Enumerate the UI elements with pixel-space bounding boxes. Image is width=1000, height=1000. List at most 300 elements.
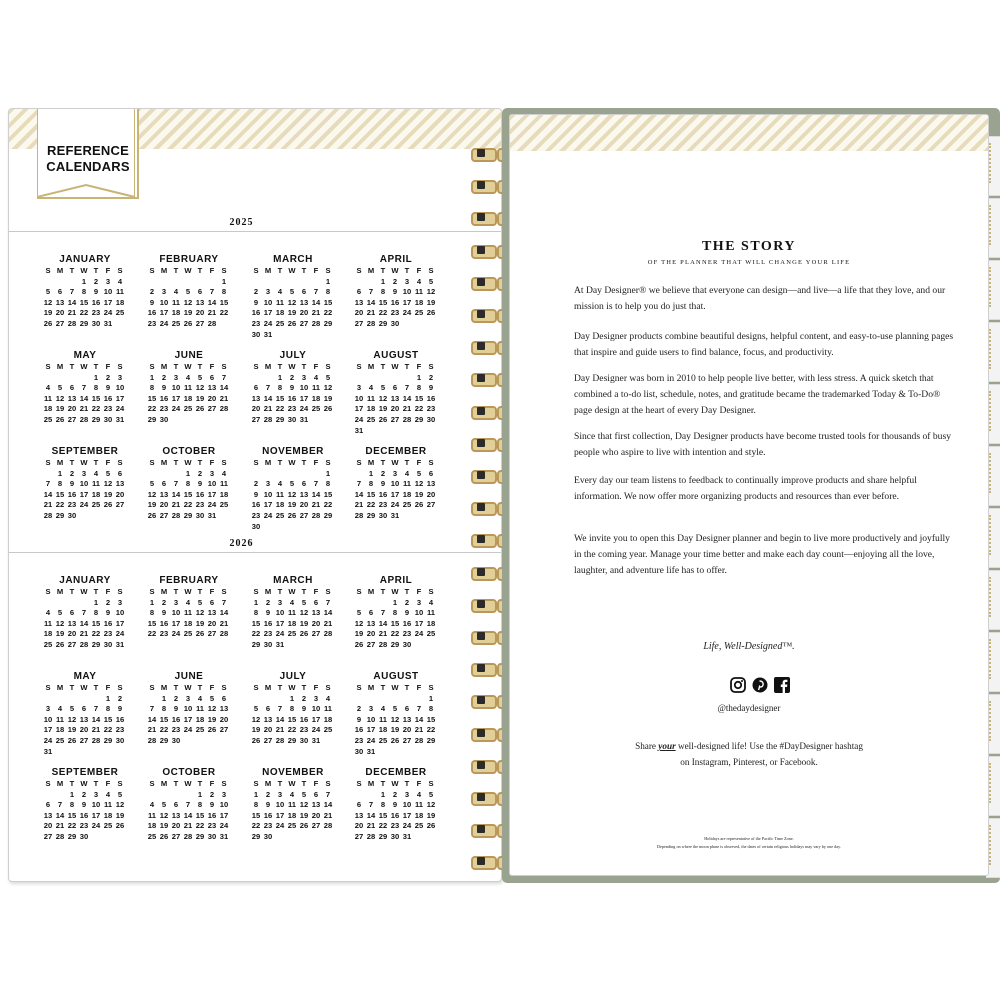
- day-number: 13: [171, 810, 181, 820]
- weekday-header: S: [428, 362, 434, 371]
- month-name: MAY: [73, 350, 97, 361]
- day-number: 11: [275, 489, 285, 499]
- day-number: 11: [43, 618, 53, 628]
- day-number: 23: [426, 404, 436, 414]
- weekday-header: M: [367, 779, 375, 788]
- day-number: 3: [161, 287, 167, 297]
- day-number: 7: [313, 479, 319, 489]
- day-number: 12: [251, 714, 261, 724]
- empty-day: [262, 373, 274, 384]
- day-number: 4: [277, 287, 283, 297]
- empty-day: [365, 373, 377, 384]
- weekday-header: S: [149, 266, 155, 275]
- day-number: 14: [323, 608, 333, 618]
- day-number: 13: [79, 714, 89, 724]
- day-number: 7: [81, 608, 87, 618]
- day-number: 7: [313, 287, 319, 297]
- day-number: 27: [171, 831, 181, 841]
- day-number: 26: [103, 500, 113, 510]
- empty-day: [54, 373, 66, 384]
- day-number: 17: [219, 810, 229, 820]
- day-number: 17: [402, 810, 412, 820]
- day-number: 10: [366, 714, 376, 724]
- empty-day: [365, 694, 377, 705]
- day-number: 3: [265, 479, 271, 489]
- day-number: 2: [253, 479, 259, 489]
- day-number: 25: [43, 639, 53, 649]
- month-day-grid: [353, 458, 437, 522]
- day-number: 8: [69, 800, 75, 810]
- empty-day: [146, 694, 158, 705]
- day-number: 19: [299, 618, 309, 628]
- day-number: 15: [103, 714, 113, 724]
- weekday-header: T: [93, 779, 99, 788]
- day-number: 30: [390, 831, 400, 841]
- month-day-grid: [42, 683, 126, 757]
- day-number: 20: [299, 308, 309, 318]
- empty-day: [353, 790, 365, 801]
- month-calendar: [247, 766, 339, 843]
- weekday-header: F: [209, 266, 215, 275]
- pinterest-icon[interactable]: [752, 677, 768, 693]
- punch-hole: [477, 278, 485, 286]
- social-handle[interactable]: @thedaydesigner: [717, 703, 781, 713]
- day-number: 13: [67, 618, 77, 628]
- day-number: 31: [275, 639, 285, 649]
- day-number: 23: [103, 404, 113, 414]
- day-number: 13: [354, 810, 364, 820]
- day-number: 25: [275, 510, 285, 520]
- day-number: 24: [275, 629, 285, 639]
- weekday-header: W: [391, 683, 399, 692]
- day-number: 6: [81, 704, 87, 714]
- day-number: 28: [219, 629, 229, 639]
- day-number: 3: [277, 789, 283, 799]
- day-number: 9: [173, 704, 179, 714]
- day-number: 1: [380, 276, 386, 286]
- day-number: 10: [159, 297, 169, 307]
- day-number: 18: [91, 489, 101, 499]
- day-number: 2: [105, 597, 111, 607]
- day-number: 13: [426, 479, 436, 489]
- day-number: 26: [378, 414, 388, 424]
- day-number: 19: [183, 308, 193, 318]
- day-number: 18: [414, 810, 424, 820]
- weekday-header: T: [301, 362, 307, 371]
- weekday-header: T: [93, 683, 99, 692]
- day-number: 25: [414, 821, 424, 831]
- day-number: 4: [277, 479, 283, 489]
- empty-day: [42, 277, 54, 288]
- day-number: 9: [209, 800, 215, 810]
- empty-day: [146, 790, 158, 801]
- day-number: 2: [301, 693, 307, 703]
- day-number: 18: [183, 618, 193, 628]
- day-number: 27: [366, 639, 376, 649]
- day-number: 20: [55, 308, 65, 318]
- day-number: 29: [390, 639, 400, 649]
- day-number: 22: [91, 629, 101, 639]
- empty-day: [262, 277, 274, 288]
- day-number: 18: [219, 489, 229, 499]
- weekday-header: T: [277, 266, 283, 275]
- empty-day: [413, 694, 425, 705]
- day-number: 10: [207, 479, 217, 489]
- day-number: 31: [43, 746, 53, 756]
- day-number: 21: [311, 500, 321, 510]
- day-number: 6: [368, 608, 374, 618]
- day-number: 6: [356, 287, 362, 297]
- day-number: 7: [185, 800, 191, 810]
- day-number: 27: [79, 735, 89, 745]
- day-number: 24: [103, 308, 113, 318]
- day-number: 12: [207, 704, 217, 714]
- day-number: 25: [275, 318, 285, 328]
- day-number: 18: [287, 618, 297, 628]
- day-number: 6: [313, 789, 319, 799]
- empty-day: [401, 694, 413, 705]
- weekday-header: W: [184, 362, 192, 371]
- weekday-header: T: [93, 587, 99, 596]
- day-number: 18: [171, 308, 181, 318]
- day-number: 12: [323, 383, 333, 393]
- day-number: 13: [219, 704, 229, 714]
- day-number: 9: [93, 287, 99, 297]
- day-number: 5: [253, 704, 259, 714]
- day-number: 21: [79, 629, 89, 639]
- weekday-header: T: [197, 362, 203, 371]
- day-number: 29: [147, 414, 157, 424]
- day-number: 23: [354, 735, 364, 745]
- day-number: 17: [275, 618, 285, 628]
- punch-hole: [477, 664, 485, 672]
- weekday-header: S: [428, 266, 434, 275]
- day-number: 3: [301, 372, 307, 382]
- weekday-header: S: [117, 362, 123, 371]
- day-number: 29: [183, 510, 193, 520]
- day-number: 24: [159, 318, 169, 328]
- day-number: 8: [253, 608, 259, 618]
- day-number: 12: [390, 714, 400, 724]
- weekday-header: W: [391, 458, 399, 467]
- empty-day: [353, 277, 365, 288]
- day-number: 6: [69, 608, 75, 618]
- day-number: 8: [368, 479, 374, 489]
- day-number: 11: [147, 810, 157, 820]
- day-number: 8: [289, 704, 295, 714]
- month-name: MARCH: [273, 254, 313, 265]
- day-number: 19: [287, 500, 297, 510]
- year-divider: [9, 231, 501, 232]
- day-number: 13: [195, 297, 205, 307]
- weekday-header: S: [117, 683, 123, 692]
- punch-hole: [477, 407, 485, 415]
- weekday-header: F: [416, 362, 422, 371]
- month-name: SEPTEMBER: [51, 446, 119, 457]
- day-number: 12: [115, 800, 125, 810]
- month-calendar: [350, 253, 442, 330]
- day-number: 13: [55, 297, 65, 307]
- punch-hole: [477, 696, 485, 704]
- weekday-header: W: [80, 362, 88, 371]
- weekday-header: T: [380, 362, 386, 371]
- day-number: 6: [69, 383, 75, 393]
- day-number: 30: [171, 735, 181, 745]
- day-number: 13: [402, 714, 412, 724]
- day-number: 27: [207, 629, 217, 639]
- day-number: 26: [299, 821, 309, 831]
- day-number: 9: [289, 383, 295, 393]
- day-number: 30: [115, 735, 125, 745]
- day-number: 3: [277, 597, 283, 607]
- day-number: 25: [287, 629, 297, 639]
- day-number: 10: [171, 608, 181, 618]
- day-number: 23: [263, 821, 273, 831]
- weekday-header: W: [184, 587, 192, 596]
- day-number: 5: [45, 287, 51, 297]
- reference-calendar-page: [8, 108, 502, 882]
- day-number: 23: [402, 629, 412, 639]
- weekday-header: F: [105, 458, 111, 467]
- day-number: 8: [197, 800, 203, 810]
- weekday-header: M: [56, 587, 64, 596]
- day-number: 11: [183, 608, 193, 618]
- day-number: 5: [209, 693, 215, 703]
- day-number: 7: [325, 789, 331, 799]
- day-number: 7: [404, 383, 410, 393]
- weekday-header: S: [325, 779, 331, 788]
- day-number: 10: [354, 393, 364, 403]
- day-number: 4: [149, 800, 155, 810]
- month-calendar: [247, 574, 339, 651]
- day-number: 29: [287, 735, 297, 745]
- month-calendar: [247, 670, 339, 747]
- day-number: 5: [197, 597, 203, 607]
- weekday-header: F: [209, 362, 215, 371]
- weekday-header: T: [380, 779, 386, 788]
- day-number: 28: [219, 404, 229, 414]
- weekday-header: F: [416, 779, 422, 788]
- day-number: 28: [147, 735, 157, 745]
- day-number: 27: [299, 510, 309, 520]
- day-number: 29: [67, 831, 77, 841]
- day-number: 22: [378, 821, 388, 831]
- day-number: 11: [195, 704, 205, 714]
- day-number: 24: [275, 821, 285, 831]
- day-number: 11: [402, 479, 412, 489]
- weekday-header: M: [367, 683, 375, 692]
- day-number: 9: [380, 479, 386, 489]
- day-number: 18: [414, 297, 424, 307]
- tagline: Life, Well-Designed™.: [703, 641, 795, 652]
- day-number: 19: [55, 629, 65, 639]
- weekday-header: M: [56, 362, 64, 371]
- day-number: 6: [209, 597, 215, 607]
- weekday-header: W: [184, 458, 192, 467]
- weekday-header: T: [404, 683, 410, 692]
- punch-hole: [477, 342, 485, 350]
- day-number: 15: [414, 393, 424, 403]
- tab-label-line2: CALENDARS: [46, 159, 130, 174]
- punch-hole: [477, 246, 485, 254]
- day-number: 29: [378, 318, 388, 328]
- month-name: JANUARY: [59, 575, 111, 586]
- day-number: 10: [275, 800, 285, 810]
- day-number: 11: [171, 297, 181, 307]
- day-number: 26: [183, 318, 193, 328]
- story-subtitle: OF THE PLANNER THAT WILL CHANGE YOUR LIFE: [647, 259, 851, 266]
- day-number: 7: [277, 704, 283, 714]
- day-number: 12: [55, 393, 65, 403]
- day-number: 26: [390, 735, 400, 745]
- day-number: 4: [45, 608, 51, 618]
- day-number: 19: [287, 308, 297, 318]
- day-number: 31: [207, 510, 217, 520]
- day-number: 14: [311, 489, 321, 499]
- day-number: 4: [416, 276, 422, 286]
- day-number: 22: [378, 308, 388, 318]
- day-number: 5: [289, 479, 295, 489]
- weekday-header: M: [56, 779, 64, 788]
- weekday-header: S: [356, 266, 362, 275]
- day-number: 6: [221, 693, 227, 703]
- day-number: 16: [159, 618, 169, 628]
- weekday-header: W: [288, 779, 296, 788]
- day-number: 21: [323, 618, 333, 628]
- weekday-header: F: [313, 683, 319, 692]
- day-number: 3: [117, 597, 123, 607]
- day-number: 30: [354, 746, 364, 756]
- day-number: 19: [195, 393, 205, 403]
- day-number: 7: [416, 704, 422, 714]
- day-number: 3: [265, 287, 271, 297]
- day-number: 19: [251, 725, 261, 735]
- day-number: 24: [183, 725, 193, 735]
- day-number: 15: [67, 810, 77, 820]
- weekday-header: W: [80, 587, 88, 596]
- weekday-header: T: [69, 683, 75, 692]
- day-number: 14: [378, 618, 388, 628]
- share-line-2: on Instagram, Pinterest, or Facebook.: [680, 757, 818, 767]
- day-number: 21: [207, 308, 217, 318]
- day-number: 26: [195, 404, 205, 414]
- weekday-header: W: [288, 683, 296, 692]
- day-number: 15: [378, 297, 388, 307]
- day-number: 31: [354, 425, 364, 435]
- day-number: 17: [43, 725, 53, 735]
- story-paragraph: Day Designer was born in 2010 to help people live better, with less stress. A quick sketch that combined a to-do list, schedule, notes, and gratitude became the trademarked Today & To-Do® page design at the heart of every Day Designer.: [574, 373, 941, 416]
- month-day-grid: [146, 266, 230, 330]
- day-number: 3: [404, 789, 410, 799]
- day-number: 30: [251, 521, 261, 531]
- day-number: 5: [185, 287, 191, 297]
- facebook-icon[interactable]: [774, 677, 790, 693]
- day-number: 14: [323, 800, 333, 810]
- day-number: 13: [311, 800, 321, 810]
- day-number: 6: [301, 287, 307, 297]
- instagram-icon[interactable]: [730, 677, 746, 693]
- weekday-header: T: [173, 458, 179, 467]
- day-number: 18: [275, 308, 285, 318]
- day-number: 28: [43, 510, 53, 520]
- empty-day: [78, 694, 90, 705]
- day-number: 27: [207, 404, 217, 414]
- day-number: 30: [390, 318, 400, 328]
- day-number: 17: [275, 810, 285, 820]
- story-title: THE STORY: [701, 239, 797, 254]
- day-number: 29: [366, 510, 376, 520]
- weekday-header: W: [391, 587, 399, 596]
- day-number: 11: [366, 393, 376, 403]
- month-calendar: [39, 445, 131, 522]
- empty-day: [365, 790, 377, 801]
- day-number: 25: [426, 629, 436, 639]
- empty-day: [389, 373, 401, 384]
- weekday-header: M: [264, 266, 272, 275]
- weekday-header: T: [277, 683, 283, 692]
- day-number: 12: [414, 479, 424, 489]
- day-number: 11: [103, 800, 113, 810]
- day-number: 29: [323, 318, 333, 328]
- empty-day: [78, 373, 90, 384]
- punch-hole: [477, 535, 485, 543]
- weekday-header: T: [173, 779, 179, 788]
- day-number: 19: [103, 489, 113, 499]
- weekday-header: F: [416, 266, 422, 275]
- day-number: 1: [277, 372, 283, 382]
- day-number: 1: [161, 693, 167, 703]
- empty-day: [54, 790, 66, 801]
- day-number: 16: [402, 618, 412, 628]
- weekday-header: F: [313, 266, 319, 275]
- day-number: 14: [275, 714, 285, 724]
- day-number: 3: [105, 276, 111, 286]
- day-number: 5: [289, 287, 295, 297]
- punch-hole: [477, 761, 485, 769]
- month-day-grid: [353, 266, 437, 330]
- day-number: 17: [91, 810, 101, 820]
- weekday-header: M: [367, 587, 375, 596]
- day-number: 8: [185, 479, 191, 489]
- day-number: 28: [366, 831, 376, 841]
- weekday-header: T: [69, 458, 75, 467]
- month-day-grid: [146, 779, 230, 843]
- day-number: 16: [147, 308, 157, 318]
- day-number: 3: [313, 693, 319, 703]
- month-calendar: [39, 670, 131, 757]
- share-emphasis: your: [658, 741, 676, 751]
- weekday-header: S: [149, 587, 155, 596]
- day-number: 12: [67, 714, 77, 724]
- day-number: 5: [161, 800, 167, 810]
- day-number: 3: [221, 789, 227, 799]
- day-number: 16: [103, 618, 113, 628]
- day-number: 26: [299, 629, 309, 639]
- day-number: 30: [426, 414, 436, 424]
- day-number: 26: [426, 821, 436, 831]
- day-number: 17: [159, 308, 169, 318]
- day-number: 19: [414, 489, 424, 499]
- weekday-header: W: [391, 779, 399, 788]
- day-number: 22: [366, 500, 376, 510]
- day-number: 29: [91, 639, 101, 649]
- day-number: 20: [67, 629, 77, 639]
- day-number: 22: [147, 629, 157, 639]
- day-number: 25: [402, 500, 412, 510]
- day-number: 6: [117, 468, 123, 478]
- day-number: 27: [43, 831, 53, 841]
- day-number: 10: [390, 479, 400, 489]
